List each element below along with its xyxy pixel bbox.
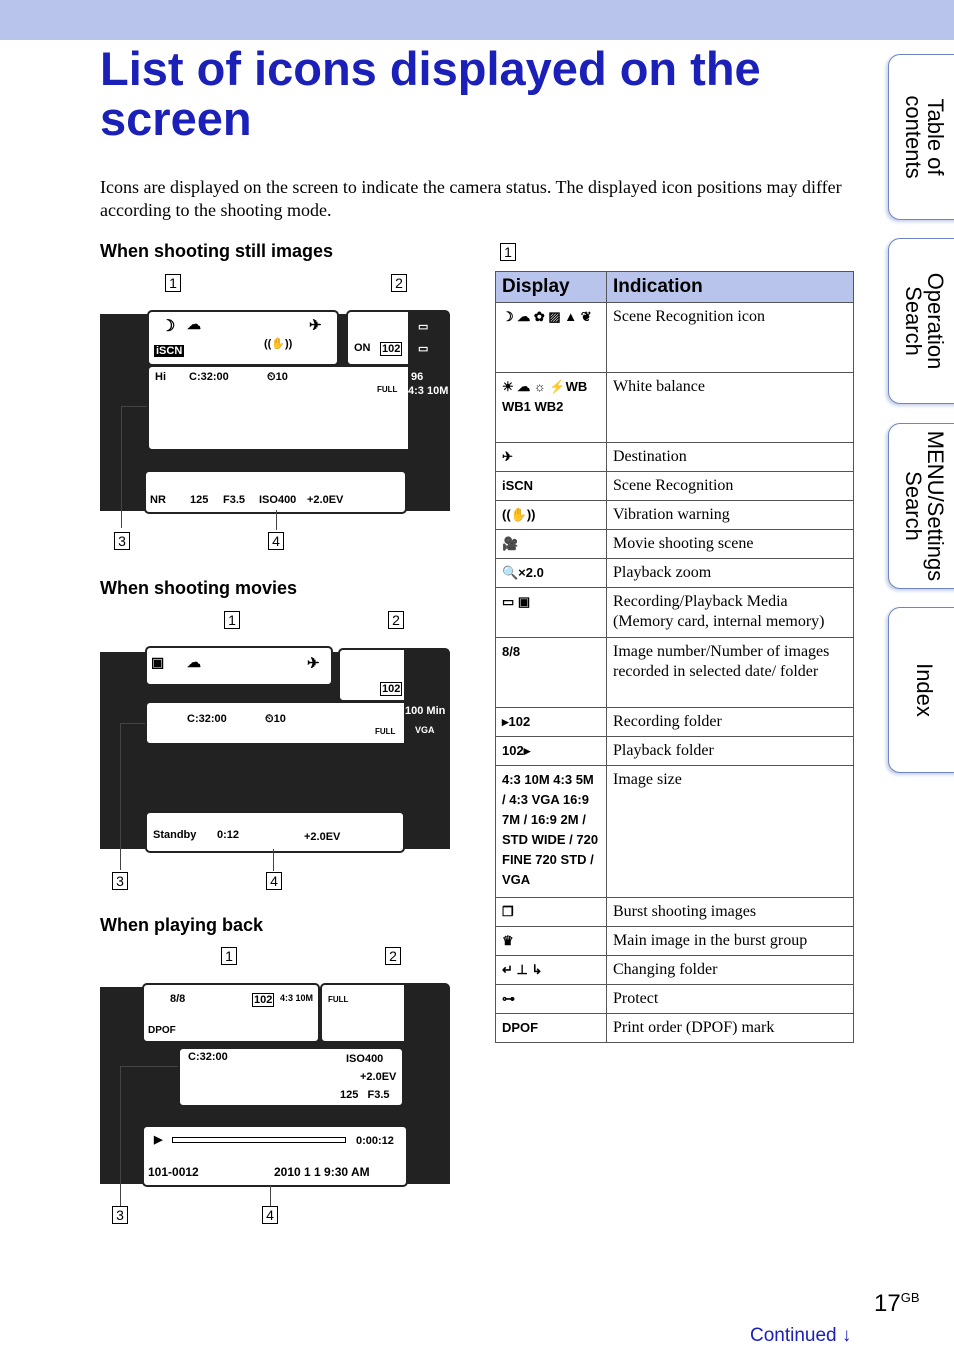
- table-row: [496, 559, 854, 588]
- table-row: [496, 501, 854, 530]
- section-movies-title: When shooting movies: [100, 578, 298, 598]
- self-timer-icon: ⏲10: [265, 713, 286, 725]
- display-cell: 8/8: [496, 638, 607, 708]
- table-row: [496, 985, 854, 1014]
- movie-area-3: [145, 701, 450, 745]
- standby-text: Standby: [153, 829, 197, 841]
- movie-area-2: [338, 648, 450, 702]
- table-row: [496, 956, 854, 985]
- table-row: [496, 898, 854, 927]
- display-cell: ▭ ▣: [496, 588, 607, 638]
- callout-1: 1: [221, 947, 237, 965]
- shutter-text: 125: [190, 494, 209, 506]
- dpof-icon: DPOF: [148, 1025, 176, 1036]
- page-number: $17^{GB}$: [874, 1290, 920, 1317]
- indication-cell: Vibration warning: [607, 501, 854, 530]
- rec-time-text: C:32:00: [189, 371, 229, 383]
- ev-text: +2.0EV: [360, 1071, 397, 1083]
- display-cell: 🎥: [496, 530, 607, 559]
- display-cell: 102▸: [496, 737, 607, 766]
- folder-icon: 102: [382, 683, 401, 695]
- indication-cell: Print order (DPOF) mark: [607, 1014, 854, 1043]
- col-indication: Indication: [607, 272, 854, 303]
- table-row: [496, 737, 854, 766]
- indication-cell: Image size: [607, 766, 854, 898]
- tab-menu-settings-search[interactable]: MENU/Settings Search: [888, 423, 954, 589]
- image-size-icon: 4:3 10M: [280, 993, 314, 1003]
- playback-screen-diagram: [100, 945, 450, 1230]
- display-cell: ⊶: [496, 985, 607, 1014]
- display-cell: ▸102: [496, 708, 607, 737]
- play-area-3: [178, 1047, 404, 1107]
- battery-icon: ▭: [418, 321, 429, 333]
- movie-scene-icon: ▣: [151, 654, 165, 670]
- display-cell: iSCN: [496, 472, 607, 501]
- iscn-icon: iSCN: [156, 345, 183, 357]
- table-row: [496, 373, 854, 443]
- full-icon: FULL: [328, 995, 349, 1004]
- display-cell: ☀ ☁ ☼ ⚡WB WB1 WB2: [496, 373, 607, 443]
- table-row: [496, 1014, 854, 1043]
- still-area-4: [144, 470, 407, 514]
- tab-operation-search[interactable]: Operation Search: [888, 238, 954, 404]
- callout-4: 4: [262, 1206, 278, 1224]
- indication-cell: Movie shooting scene: [607, 530, 854, 559]
- cloud-icon: ☁: [187, 316, 201, 332]
- section-playback-title: When playing back: [100, 915, 264, 935]
- table-row: [496, 588, 854, 638]
- elapsed-text: 0:00:12: [356, 1135, 394, 1147]
- table-row: [496, 766, 854, 898]
- indication-cell: Playback folder: [607, 737, 854, 766]
- movie-area-4: [145, 811, 405, 853]
- callout-3: 3: [114, 532, 130, 550]
- indication-cell: Recording folder: [607, 708, 854, 737]
- image-count-text: 96: [411, 371, 424, 383]
- callout-1: 1: [224, 611, 240, 629]
- full-icon: FULL: [375, 727, 396, 736]
- display-cell: ✈: [496, 443, 607, 472]
- aperture-text: F3.5: [223, 494, 246, 506]
- display-cell: ((✋)): [496, 501, 607, 530]
- callout-3: 3: [112, 872, 128, 890]
- shutter-aperture-text: 125 F3.5: [340, 1089, 390, 1101]
- indication-cell: Changing folder: [607, 956, 854, 985]
- tab-index[interactable]: Index: [888, 607, 954, 773]
- vga-icon: VGA: [415, 725, 435, 735]
- play-area-1: [142, 983, 320, 1043]
- folder-icon: 102: [382, 343, 401, 355]
- display-cell: ↵ ⊥ ↳: [496, 956, 607, 985]
- still-area-2: [346, 310, 450, 366]
- display-cell: DPOF: [496, 1014, 607, 1043]
- indication-cell: Scene Recognition: [607, 472, 854, 501]
- table-row: [496, 303, 854, 373]
- callout-2: 2: [385, 947, 401, 965]
- folder-icon: 102: [254, 994, 273, 1006]
- destination-icon: ✈: [309, 317, 322, 334]
- table-row: [496, 530, 854, 559]
- indication-cell: Main image in the burst group: [607, 927, 854, 956]
- indication-cell: Playback zoom: [607, 559, 854, 588]
- display-cell: 🔍×2.0: [496, 559, 607, 588]
- intro-text: Icons are displayed on the screen to indicate the camera status. The displayed icon positions may differ according to the shooting mode.: [100, 177, 842, 220]
- nr-icon: NR: [150, 494, 166, 506]
- display-cell: ☽ ☁ ✿ ▨ ▲ ❦: [496, 303, 607, 373]
- ev-text: +2.0EV: [304, 831, 341, 843]
- table-callout-1: 1: [500, 243, 516, 261]
- still-area-1: [147, 310, 339, 366]
- display-cell: 4:3 10M 4:3 5M / 4:3 VGA 16:9 7M / 16:9 2M / STD WIDE / 720 FINE 720 STD / VGA: [496, 766, 607, 898]
- self-timer-icon: ⏲10: [267, 371, 288, 383]
- indication-cell: Scene Recognition icon: [607, 303, 854, 373]
- indication-cell: Image number/Number of images recorded in selected date/ folder: [607, 638, 854, 708]
- remaining-min-text: 100 Min: [405, 705, 446, 717]
- header-bar: [0, 0, 954, 40]
- display-cell: ♛: [496, 927, 607, 956]
- image-size-icon: 4:3 10M: [408, 385, 449, 397]
- col-display: Display: [496, 272, 607, 303]
- movie-screen-diagram: [100, 608, 450, 893]
- rec-time-text: C:32:00: [187, 713, 227, 725]
- progress-bar: [172, 1137, 346, 1143]
- still-area-3: [147, 365, 450, 451]
- tab-table-of-contents[interactable]: Table of contents: [888, 54, 954, 220]
- rec-time-text: C:32:00: [188, 1051, 228, 1063]
- destination-icon: ✈: [307, 655, 320, 672]
- display-cell: ❐: [496, 898, 607, 927]
- still-screen-diagram: [100, 270, 450, 555]
- cloud-icon: ☁: [187, 654, 201, 670]
- table-row: [496, 472, 854, 501]
- section-still-title: When shooting still images: [100, 241, 334, 261]
- icon-table: [495, 271, 854, 1043]
- table-row: [496, 708, 854, 737]
- vibration-icon: ((✋)): [264, 338, 293, 350]
- play-area-4: [142, 1125, 408, 1187]
- callout-2: 2: [391, 274, 407, 292]
- page-title: List of icons displayed on the screen: [100, 42, 761, 145]
- moon-icon: ☽: [161, 318, 176, 335]
- callout-1: 1: [165, 274, 181, 292]
- table-row: [496, 927, 854, 956]
- table-row: [496, 443, 854, 472]
- image-number-text: 8/8: [170, 993, 186, 1005]
- ev-text: +2.0EV: [307, 494, 344, 506]
- callout-4: 4: [268, 532, 284, 550]
- on-icon: ON: [354, 342, 371, 354]
- indication-cell: Destination: [607, 443, 854, 472]
- file-number-text: 101-0012: [148, 1165, 199, 1179]
- table-row: [496, 638, 854, 708]
- indication-cell: Burst shooting images: [607, 898, 854, 927]
- indication-cell: Protect: [607, 985, 854, 1014]
- movie-area-1: [145, 646, 333, 686]
- iso-text: ISO400: [346, 1053, 384, 1065]
- burst-hi-icon: Hi: [155, 371, 166, 383]
- play-area-2: [320, 983, 450, 1043]
- full-icon: FULL: [377, 385, 398, 394]
- callout-2: 2: [388, 611, 404, 629]
- callout-4: 4: [266, 872, 282, 890]
- indication-cell: Recording/Playback Media (Memory card, internal memory): [607, 588, 854, 638]
- date-text: 2010 1 1 9:30 AM: [274, 1165, 370, 1179]
- play-icon: ▶: [154, 1134, 163, 1146]
- rec-counter-text: 0:12: [217, 829, 240, 841]
- callout-3: 3: [112, 1206, 128, 1224]
- media-icon: ▭: [418, 343, 429, 355]
- iso-text: ISO400: [259, 494, 297, 506]
- continued-link[interactable]: Continued ↓: [750, 1325, 852, 1346]
- indication-cell: White balance: [607, 373, 854, 443]
